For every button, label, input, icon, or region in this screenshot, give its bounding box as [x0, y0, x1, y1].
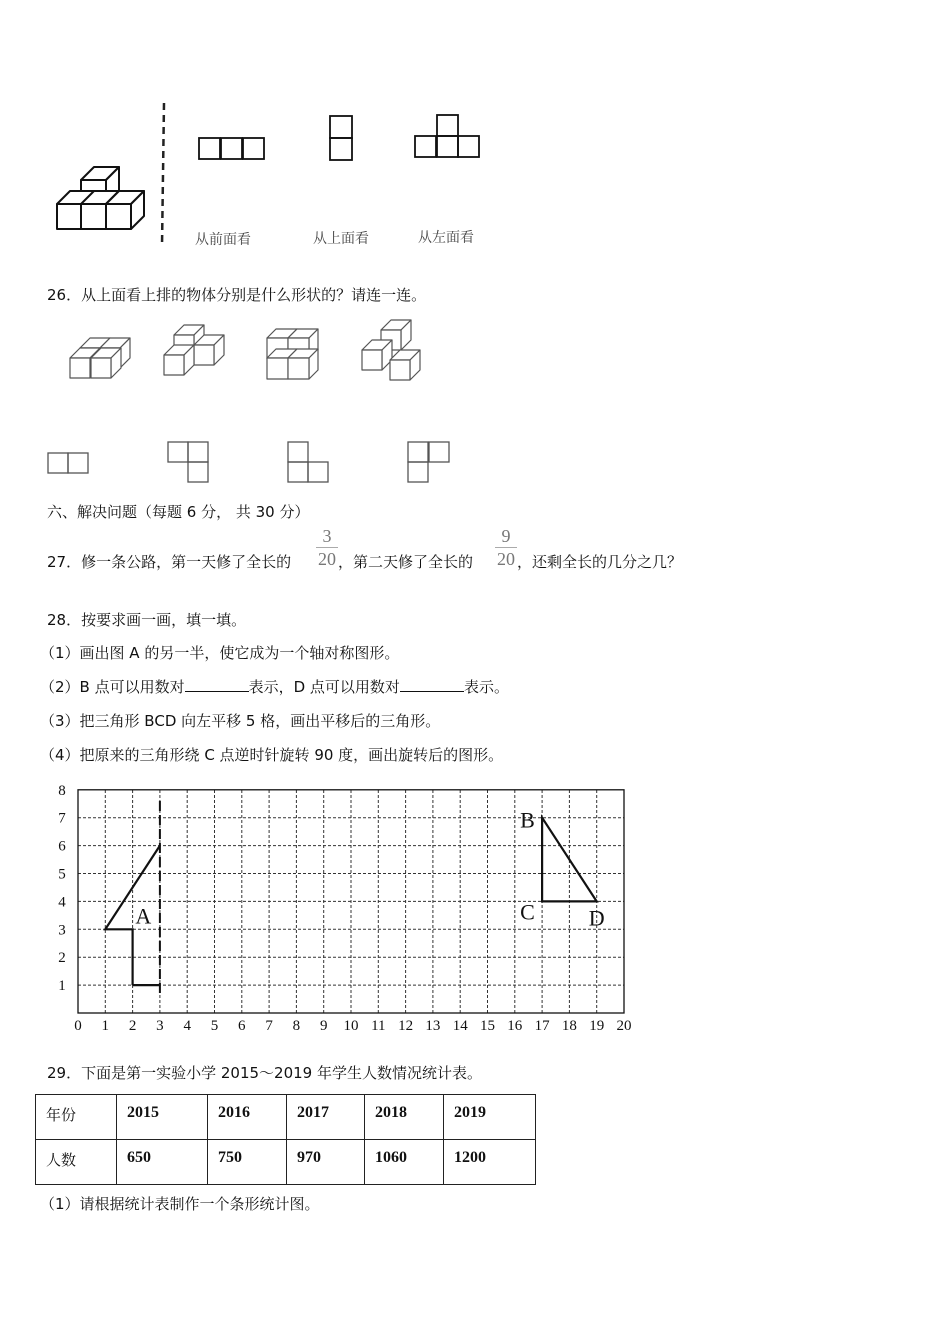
square	[288, 462, 308, 482]
left-view-label: 从左面看	[418, 230, 474, 246]
numerator: 9	[501, 526, 511, 546]
x-tick-label: 11	[371, 1018, 386, 1034]
square	[188, 442, 208, 462]
table-cell: 1200	[444, 1140, 536, 1185]
cube-icon	[362, 340, 392, 370]
x-tick-label: 8	[292, 1018, 301, 1034]
q27-part3: ，还剩全长的几分之几？	[517, 553, 683, 571]
x-tick-label: 20	[616, 1018, 632, 1034]
y-tick-label: 8	[58, 782, 66, 799]
fraction-3-20	[316, 526, 338, 569]
table-cell: 2019	[444, 1095, 536, 1140]
section-6-title: 六、解决问题（每题 6 分， 共 30 分）	[47, 503, 310, 521]
question-29: 29．下面是第一实验小学 2015～2019 年学生人数情况统计表。	[47, 1064, 482, 1082]
q27-part1: 27．修一条公路，第一天修了全长的	[47, 553, 292, 571]
y-tick-label: 4	[58, 894, 66, 911]
coordinate-grid	[40, 780, 650, 1034]
point-b-label: B	[520, 807, 535, 833]
numerator: 3	[322, 526, 332, 546]
question-26: 26．从上面看上排的物体分别是什么形状的？请连一连。	[47, 286, 427, 304]
x-tick-label: 16	[507, 1018, 523, 1034]
top-view-label: 从上面看	[313, 231, 369, 247]
table-cell: 2015	[117, 1095, 208, 1140]
q28-sub4: （4）把原来的三角形绕 C 点逆时针旋转 90 度，画出旋转后的图形。	[40, 746, 504, 764]
answer-blank-b[interactable]	[185, 677, 249, 692]
square	[288, 442, 308, 462]
x-tick-label: 10	[343, 1018, 359, 1034]
table-cell: 2017	[287, 1095, 365, 1140]
table-cell: 650	[117, 1140, 208, 1185]
x-tick-label: 14	[452, 1018, 468, 1034]
x-tick-label: 5	[210, 1018, 219, 1034]
cube-front	[362, 350, 382, 370]
table-cell: 750	[208, 1140, 287, 1185]
table-cell: 2016	[208, 1095, 287, 1140]
square	[188, 462, 208, 482]
row-header-count: 人数	[36, 1140, 117, 1185]
y-tick-label: 5	[58, 866, 66, 883]
row-header-year: 年份	[36, 1095, 117, 1140]
q27-part2: ，第二天修了全长的	[338, 553, 474, 571]
q29-sub1: （1）请根据统计表制作一个条形统计图。	[40, 1195, 320, 1213]
cube-icon	[164, 345, 194, 375]
cube-icon	[390, 350, 420, 380]
table-cell: 2018	[365, 1095, 444, 1140]
q28-sub1: （1）画出图 A 的另一半，使它成为一个轴对称图形。	[40, 644, 400, 662]
x-tick-label: 19	[589, 1018, 605, 1034]
x-tick-label: 18	[561, 1018, 577, 1034]
question-28: 28．按要求画一画，填一填。	[47, 611, 247, 629]
x-tick-label: 3	[156, 1018, 164, 1034]
x-tick-label: 9	[319, 1018, 328, 1034]
q28-sub2-b: 表示，D 点可以用数对	[248, 678, 400, 696]
point-c-label: C	[520, 899, 535, 925]
x-tick-label: 12	[398, 1018, 414, 1034]
table-cell: 970	[287, 1140, 365, 1185]
q28-sub2-a: （2）B 点可以用数对	[40, 678, 185, 696]
point-d-label: D	[588, 905, 605, 931]
cube-front	[91, 358, 111, 378]
cube-front	[267, 358, 288, 379]
y-tick-label: 7	[58, 810, 66, 827]
cube-front	[194, 345, 214, 365]
square	[48, 453, 68, 473]
x-tick-label: 6	[238, 1018, 246, 1034]
square	[408, 442, 428, 462]
q26-figures	[0, 0, 950, 500]
cube-icon	[288, 349, 318, 379]
question-27	[47, 552, 291, 572]
q28-sub3: （3）把三角形 BCD 向左平移 5 格，画出平移后的三角形。	[40, 712, 441, 730]
answer-blank-d[interactable]	[400, 677, 464, 692]
x-tick-label: 17	[534, 1018, 550, 1034]
x-tick-label: 0	[74, 1018, 82, 1034]
denominator: 20	[497, 549, 515, 569]
fraction-9-20	[495, 526, 517, 569]
x-tick-label: 2	[128, 1018, 137, 1034]
student-count-table	[35, 1094, 536, 1185]
denominator: 20	[318, 549, 336, 569]
square	[308, 462, 328, 482]
x-tick-label: 1	[101, 1018, 110, 1034]
square	[68, 453, 88, 473]
y-tick-label: 6	[58, 838, 66, 855]
table-cell: 1060	[365, 1140, 444, 1185]
y-tick-label: 1	[58, 978, 66, 995]
x-tick-label: 15	[480, 1018, 495, 1034]
x-tick-label: 4	[183, 1018, 191, 1034]
cube-front	[288, 358, 309, 379]
figure-a-label: A	[135, 903, 152, 929]
square	[429, 442, 449, 462]
cube-front	[390, 360, 410, 380]
front-view-label: 从前面看	[195, 232, 251, 248]
x-tick-label: 13	[425, 1018, 441, 1034]
q28-sub2-c: 表示。	[463, 678, 509, 696]
y-tick-label: 2	[58, 950, 66, 967]
square	[168, 442, 188, 462]
x-tick-label: 7	[265, 1018, 273, 1034]
y-tick-label: 3	[58, 922, 66, 939]
square	[408, 462, 428, 482]
cube-front	[70, 358, 90, 378]
table-row	[36, 1140, 536, 1185]
cube-front	[164, 355, 184, 375]
q28-sub2	[40, 677, 509, 697]
table-row	[36, 1095, 536, 1140]
